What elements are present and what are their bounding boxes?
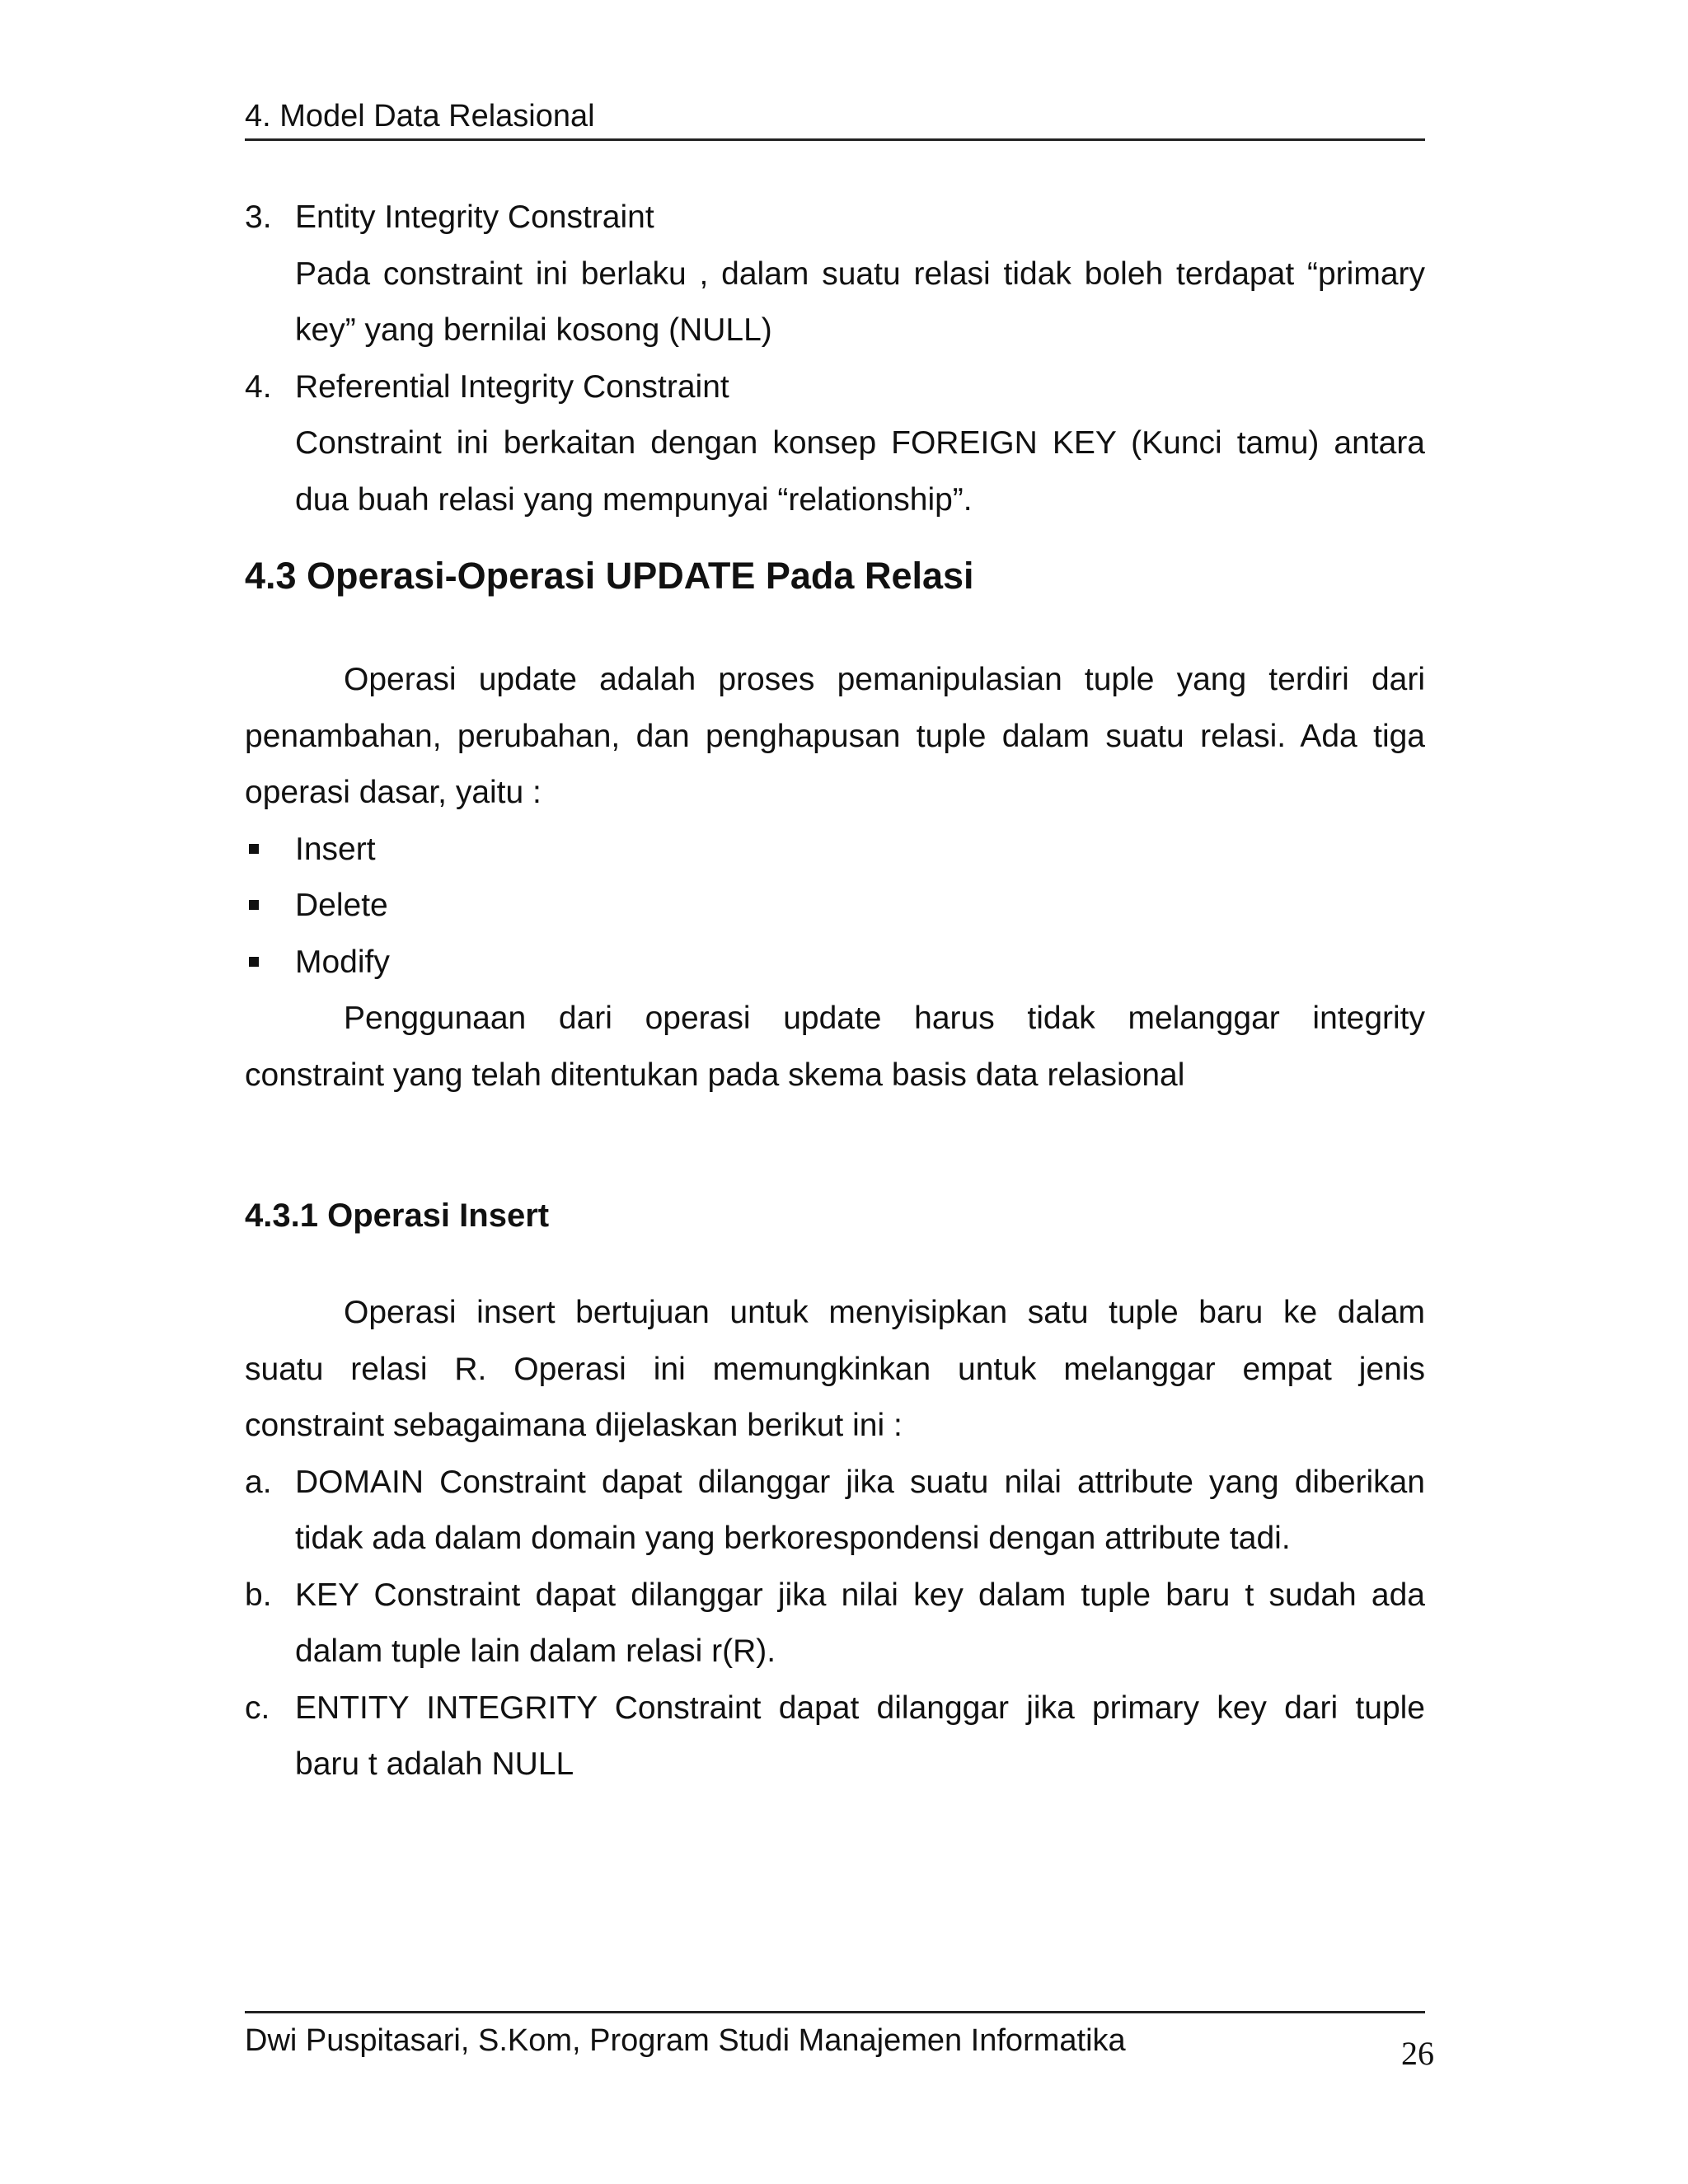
bullet-label: Delete xyxy=(295,888,388,923)
page-number: 26 xyxy=(1401,2035,1434,2072)
constraint-title: Referential Integrity Constraint xyxy=(295,368,729,405)
subsection-heading: 4.3.1 Operasi Insert xyxy=(245,1197,550,1234)
list-marker: b. xyxy=(245,1577,272,1613)
footer-divider xyxy=(245,2011,1425,2013)
text-line: Operasi insert bertujuan untuk menyisipkan satu tuple baru ke dalam xyxy=(344,1295,1425,1330)
list-marker: c. xyxy=(245,1690,270,1726)
bullet-item-modify xyxy=(245,935,1425,991)
text-line: operasi dasar, yaitu : xyxy=(245,775,542,810)
text-line: constraint sebagaimana dijelaskan berikut ini : xyxy=(245,1408,903,1443)
constraint-violation-item-a xyxy=(245,1455,1425,1568)
constraint-violation-item-c xyxy=(245,1680,1425,1793)
square-bullet-icon xyxy=(249,900,259,910)
list-marker: 3. xyxy=(245,199,272,235)
text-line: penambahan, perubahan, dan penghapusan tuple dalam suatu relasi. Ada tiga xyxy=(245,718,1425,754)
text-line: Pada constraint ini berlaku , dalam suatu relasi tidak boleh terdapat “primary xyxy=(295,255,1425,292)
list-marker: a. xyxy=(245,1464,272,1500)
text-line: Penggunaan dari operasi update harus tidak melanggar integrity xyxy=(344,1001,1425,1036)
list-marker: 4. xyxy=(245,368,272,405)
footer-author: Dwi Puspitasari, S.Kom, Program Studi Manajemen Informatika xyxy=(245,2023,1126,2058)
text-line: dalam tuple lain dalam relasi r(R). xyxy=(295,1633,776,1669)
constraint-item-4 xyxy=(245,359,1425,529)
text-line: suatu relasi R. Operasi ini memungkinkan untuk melanggar empat jenis xyxy=(245,1351,1425,1387)
header-divider xyxy=(245,138,1425,141)
square-bullet-icon xyxy=(249,844,259,854)
bullet-item-delete xyxy=(245,878,1425,935)
text-line: Operasi update adalah proses pemanipulasian tuple yang terdiri dari xyxy=(344,662,1425,697)
bullet-label: Modify xyxy=(295,944,390,980)
text-line: tidak ada dalam domain yang berkorespondensi dengan attribute tadi. xyxy=(295,1521,1291,1556)
bullet-label: Insert xyxy=(295,831,376,867)
section-heading: 4.3 Operasi-Operasi UPDATE Pada Relasi xyxy=(245,555,974,597)
text-line: constraint yang telah ditentukan pada skema basis data relasional xyxy=(245,1057,1185,1093)
text-line: dua buah relasi yang mempunyai “relationship”. xyxy=(295,481,973,518)
text-line: DOMAIN Constraint dapat dilanggar jika suatu nilai attribute yang diberikan xyxy=(295,1464,1425,1500)
constraint-violation-item-b xyxy=(245,1568,1425,1680)
running-header: 4. Model Data Relasional xyxy=(245,99,595,134)
text-line: key” yang bernilai kosong (NULL) xyxy=(295,312,772,348)
constraint-title: Entity Integrity Constraint xyxy=(295,199,654,235)
text-line: baru t adalah NULL xyxy=(295,1746,574,1782)
text-line: KEY Constraint dapat dilanggar jika nilai key dalam tuple baru t sudah ada xyxy=(295,1577,1425,1613)
text-line: Constraint ini berkaitan dengan konsep FOREIGN KEY (Kunci tamu) antara xyxy=(295,425,1425,461)
bullet-item-insert xyxy=(245,822,1425,879)
square-bullet-icon xyxy=(249,957,259,967)
page-body xyxy=(245,190,1425,1793)
text-line: ENTITY INTEGRITY Constraint dapat dilanggar jika primary key dari tuple xyxy=(295,1690,1425,1726)
constraint-item-3 xyxy=(245,190,1425,359)
